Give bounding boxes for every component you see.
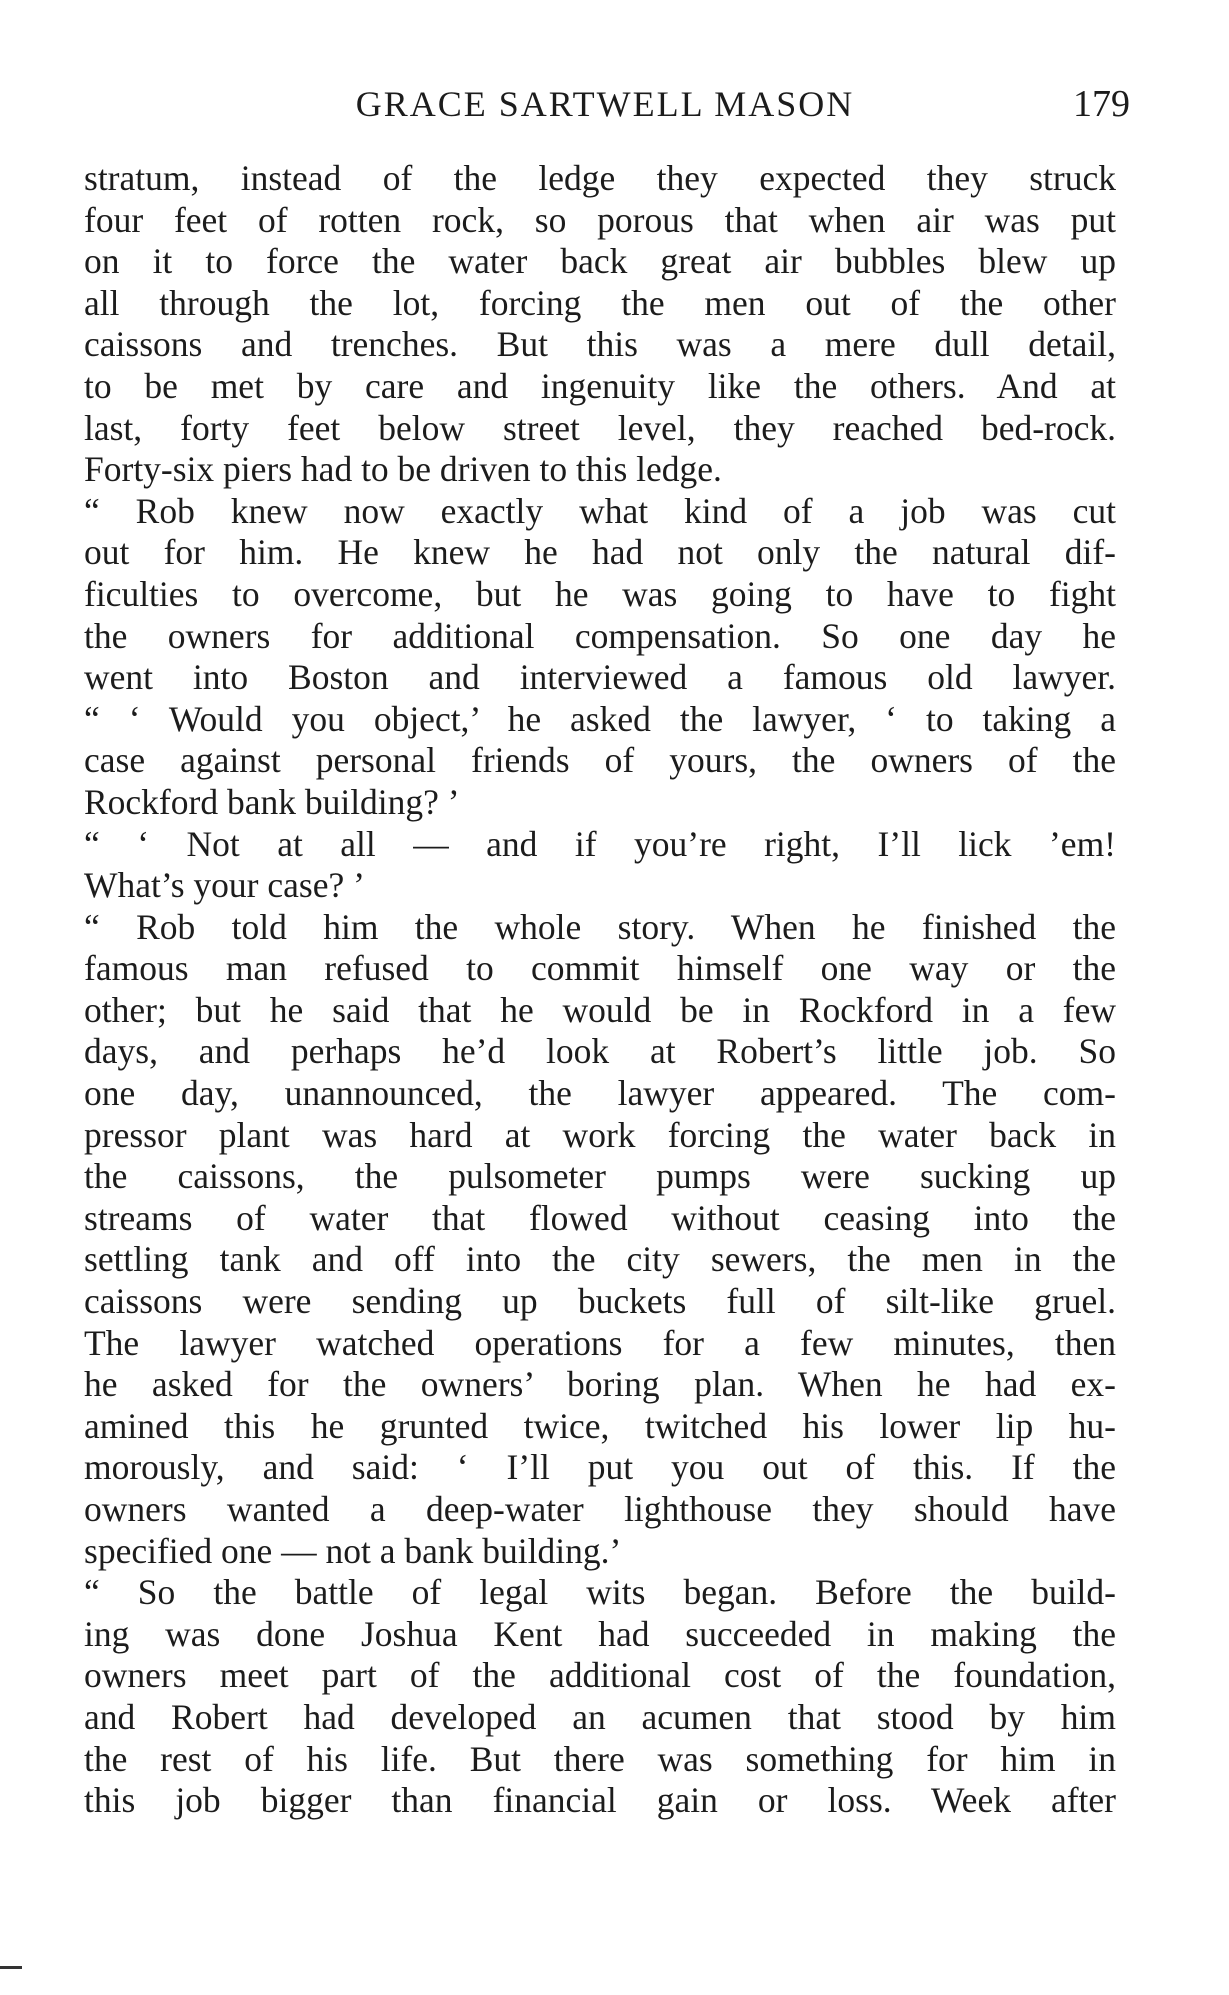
text-line: Forty-six piers had to be driven to this ledge. [84,449,722,490]
text-line: famous man refused to commit himself one way or the [84,948,1116,989]
text-line: one day, unannounced, the lawyer appeared. The com- [84,1073,1116,1114]
text-line: specified one — not a bank building.’ [84,1530,622,1571]
text-line: The lawyer watched operations for a few minutes, then [84,1322,1116,1363]
text-line: ficulties to overcome, but he was going to have to fight [84,573,1116,614]
text-line: other; but he said that he would be in Rockford in a few [84,989,1116,1030]
text-line: streams of water that flowed without ceasing into the [84,1197,1116,1238]
text-line: caissons and trenches. But this was a mere dull detail, [84,324,1116,365]
text-line: the caissons, the pulsometer pumps were sucking up [84,1156,1116,1197]
text-line: “ ‘ Not at all — and if you’re right, I’ll lick ’em! [84,823,1116,864]
text-line: all through the lot, forcing the men out of the other [84,282,1116,323]
page-header [80,74,1130,134]
text-line: last, forty feet below street level, they reached bed-rock. [84,407,1116,448]
text-line: the owners for additional compensation. So one day he [84,615,1116,656]
text-line: days, and perhaps he’d look at Robert’s little job. So [84,1031,1116,1072]
text-line: on it to force the water back great air bubbles blew up [84,241,1116,282]
text-line: out for him. He knew he had not only the natural dif- [84,532,1116,573]
text-line: caissons were sending up buckets full of silt-like gruel. [84,1281,1116,1322]
text-line: “ So the battle of legal wits began. Before the build- [84,1572,1116,1613]
running-title: GRACE SARTWELL MASON [355,84,855,124]
text-line: morously, and said: ‘ I’ll put you out of this. If the [84,1447,1116,1488]
text-line: pressor plant was hard at work forcing the water back in [84,1114,1116,1155]
text-line: “ Rob knew now exactly what kind of a job was cut [84,490,1116,531]
text-line: Rockford bank building? ’ [84,781,460,822]
text-line: and Robert had developed an acumen that stood by him [84,1696,1116,1737]
text-line: stratum, instead of the ledge they expected they struck [84,158,1116,198]
text-line: “ Rob told him the whole story. When he finished the [84,906,1116,947]
text-line: What’s your case? ’ [84,865,365,906]
text-line: owners meet part of the additional cost of the foundation, [84,1655,1116,1696]
scan-mark [0,1966,22,1969]
text-line: to be met by care and ingenuity like the others. And at [84,365,1116,406]
text-line: the rest of his life. But there was something for him in [84,1738,1116,1779]
text-line: went into Boston and interviewed a famous old lawyer. [84,657,1116,698]
text-line: four feet of rotten rock, so porous that when air was put [84,199,1116,240]
text-line: ing was done Joshua Kent had succeeded in making the [84,1613,1116,1654]
body-text [84,158,1116,1822]
text-line: “ ‘ Would you object,’ he asked the lawyer, ‘ to taking a [84,698,1116,739]
text-line: he asked for the owners’ boring plan. When he had ex- [84,1364,1116,1405]
text-line: settling tank and off into the city sewers, the men in the [84,1239,1116,1280]
text-line: amined this he grunted twice, twitched his lower lip hu- [84,1405,1116,1446]
text-line: case against personal friends of yours, the owners of the [84,740,1116,781]
page-number: 179 [1073,83,1130,125]
text-line: this job bigger than financial gain or loss. Week after [84,1780,1116,1821]
text-line: owners wanted a deep-water lighthouse they should have [84,1489,1116,1529]
